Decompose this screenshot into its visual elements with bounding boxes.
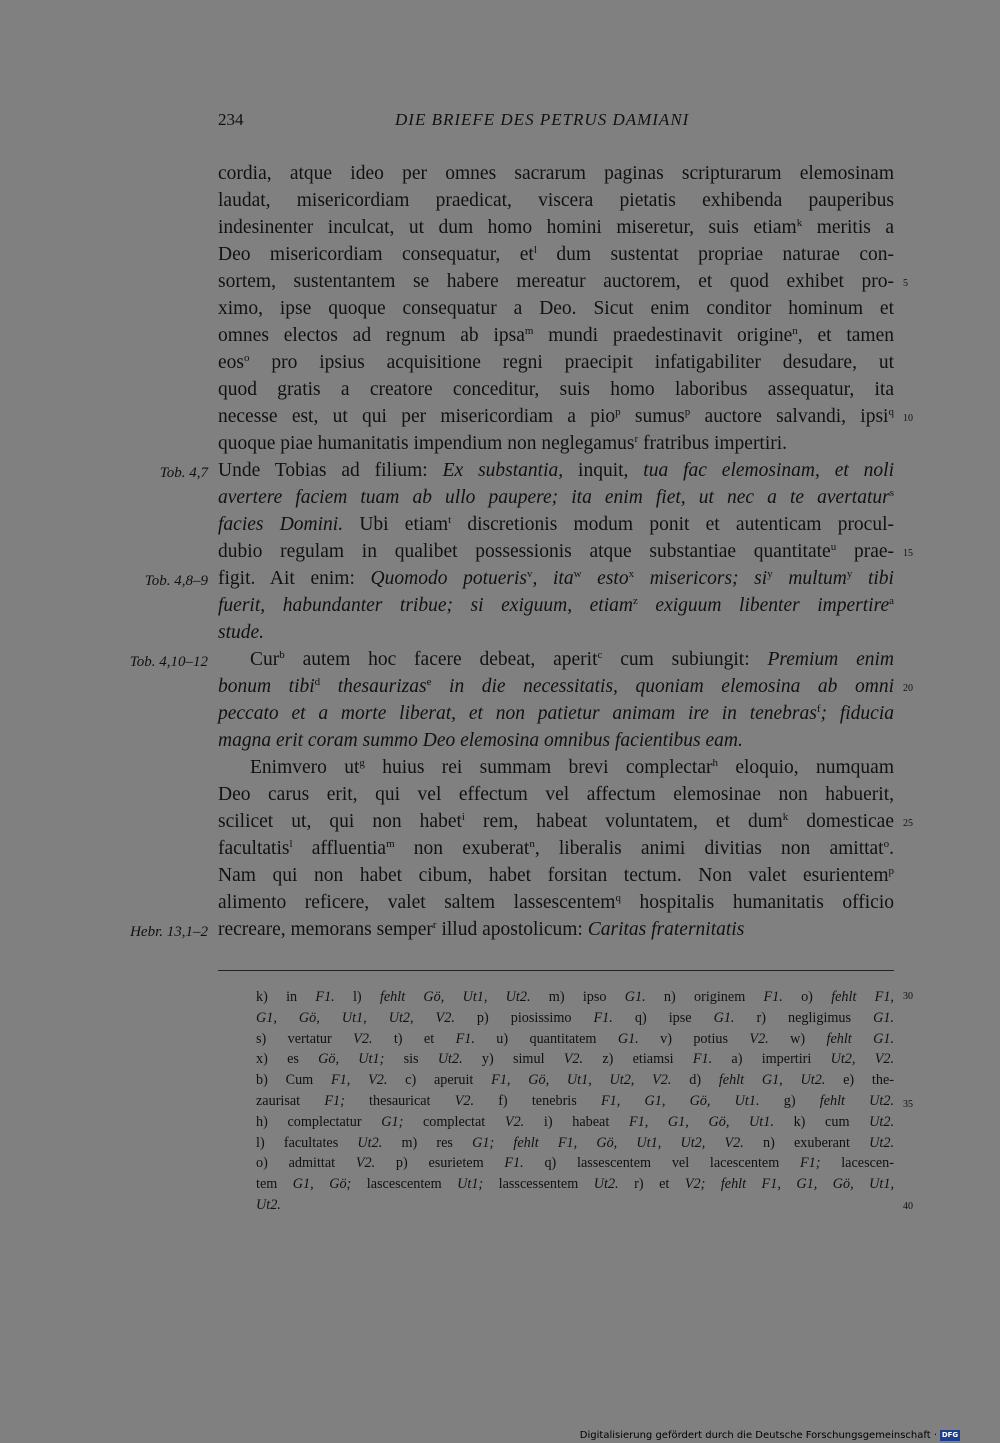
italic-text: F1. (692, 1051, 713, 1067)
italic-text: Ut2. (593, 1176, 619, 1192)
text-line (218, 242, 894, 268)
text-line (218, 647, 894, 673)
line-number: 15 (903, 548, 913, 559)
italic-text: ; fiducia (820, 703, 895, 724)
text-line (218, 863, 894, 889)
footnote-marker: y (767, 568, 773, 580)
text-run: thesauricat (344, 1093, 455, 1109)
footnote-marker: q (888, 406, 894, 418)
text-line (218, 404, 894, 430)
text-run: prae- (836, 541, 894, 562)
text-run: c) aperuit (387, 1072, 492, 1088)
italic-text: fehlt Gö, Ut1, Ut2. (379, 989, 531, 1005)
italic-text: Ut2, V2. (830, 1051, 895, 1067)
italic-text: G1, Gö, Ut1, Ut2, V2. (256, 1010, 455, 1026)
italic-text: fehlt G1, Ut2. (718, 1072, 826, 1088)
italic-text: F1, Gö, Ut1, Ut2, V2. (491, 1072, 672, 1088)
text-line (218, 701, 894, 727)
footnote-marker: p (615, 406, 621, 418)
italic-text: Quomodo potueris (370, 568, 527, 589)
line-number: 35 (903, 1099, 913, 1110)
running-head (0, 110, 1000, 134)
text-run: Deo misericordiam consequatur, et (218, 244, 534, 265)
footnote-marker: m (386, 838, 395, 850)
footnote-marker: x (628, 568, 635, 580)
text-run: facultatis (218, 838, 290, 859)
text-run: laudat, misericordiam praedicat, viscera pietatis exhibenda pauperibus (218, 190, 894, 211)
text-run: r) negligimus (734, 1010, 874, 1026)
dfg-logo: DFG (941, 1430, 959, 1439)
credit-text: Digitalisierung gefördert durch die Deutsche Forschungsgemeinschaft · (579, 1429, 937, 1441)
italic-text: fuerit, habundanter tribue; si exiguum, etiam (218, 595, 633, 616)
italic-text: G1. (713, 1010, 735, 1026)
margin-reference: Tob. 4,8–9 (144, 573, 208, 589)
text-run: f) tenebris (474, 1093, 601, 1109)
text-run: t) et (372, 1031, 456, 1047)
text-line (218, 161, 894, 187)
line-number: 10 (903, 413, 913, 424)
text-run: l) facultates (256, 1135, 358, 1151)
line-number: 20 (903, 683, 913, 694)
text-run: domesticae (788, 811, 894, 832)
footnote-marker: r (432, 919, 437, 931)
footnote-line (256, 1196, 894, 1214)
text-run: e) the- (825, 1072, 894, 1088)
text-run: lasscessentem (483, 1176, 594, 1192)
italic-text: peccato et a morte liberat, et non patietur animam ire in tenebras (218, 703, 817, 724)
footnote-marker: f (816, 703, 821, 715)
text-line (218, 674, 894, 700)
italic-text: G1; fehlt F1, Gö, Ut1, Ut2, V2. (472, 1135, 744, 1151)
footnote-marker: k (782, 811, 789, 823)
text-run: dubio regulam in qualibet possessionis atque substantiae quantitate (218, 541, 831, 562)
footnote-marker: e (426, 676, 432, 688)
text-run: q) ipse (612, 1010, 714, 1026)
italic-text: F1; (324, 1093, 345, 1109)
italic-text: misericors; si (634, 568, 768, 589)
text-run: zaurisat (256, 1093, 325, 1109)
text-run: n) exuberant (743, 1135, 870, 1151)
text-run: eos (218, 352, 244, 373)
text-run: dum sustentat propriae naturae con- (536, 244, 894, 265)
text-line (218, 593, 894, 619)
margin-reference: Tob. 4,7 (159, 465, 208, 481)
text-line (218, 512, 894, 538)
text-run: y) simul (462, 1051, 564, 1067)
footnote-marker: a (889, 595, 894, 607)
italic-text: F1. (504, 1155, 524, 1171)
text-run: z) etiamsi (583, 1051, 693, 1067)
text-run: b) Cum (256, 1072, 331, 1088)
italic-text: F1; (799, 1155, 821, 1171)
footnote-marker: y (846, 568, 853, 580)
margin-reference: Tob. 4,10–12 (129, 654, 208, 670)
italic-text: fehlt G1. (826, 1031, 894, 1047)
footnote-marker: u (830, 541, 837, 553)
text-run: d) (671, 1072, 719, 1088)
footnote-marker: s (889, 487, 894, 499)
italic-text: exiguum libenter impertire (637, 595, 890, 616)
text-line (218, 917, 894, 943)
text-run: scilicet ut, qui non habet (218, 811, 462, 832)
footnote-marker: z (632, 595, 638, 607)
text-line (218, 458, 894, 484)
italic-text: V2. (353, 1031, 373, 1047)
text-run: n) originem (645, 989, 764, 1005)
text-run: m) res (382, 1135, 473, 1151)
italic-text: F1. (593, 1010, 613, 1026)
text-run: autem hoc facere debeat, aperit (284, 649, 598, 670)
text-run: ximo, ipse quoque consequatur a Deo. Sicut enim conditor hominum et (218, 298, 894, 319)
text-run: affluentia (292, 838, 387, 859)
text-run: o) (782, 989, 832, 1005)
italic-text: Ex substantia, (442, 460, 564, 481)
text-run: pro ipsius acquisitione regni praecipit infatigabiliter desudare, ut (249, 352, 894, 373)
footnote-marker: n (529, 838, 535, 850)
italic-text: Ut2. (437, 1051, 463, 1067)
footnote-marker: t (448, 514, 452, 526)
footnote-marker: g (359, 757, 365, 769)
italic-text: G1; (381, 1114, 404, 1130)
text-run: necesse est, ut qui per misericordiam a pio (218, 406, 616, 427)
text-run: rem, habeat voluntatem, et dum (464, 811, 783, 832)
italic-text: Ut1; (457, 1176, 484, 1192)
text-run: fratribus impertiri. (638, 433, 788, 454)
text-run: Deo carus erit, qui vel effectum vel affectum elemosinae non habuerit, (218, 784, 894, 805)
footnote-rule (218, 970, 894, 971)
text-run: Ubi etiam (343, 514, 449, 535)
line-number: 25 (903, 818, 913, 829)
text-run: v) potius (638, 1031, 750, 1047)
text-run: m) ipso (530, 989, 625, 1005)
italic-text: in die necessitatis, quoniam elemosina ab omni (431, 676, 894, 697)
text-run: sumus (620, 406, 685, 427)
footnote-marker: v (527, 568, 533, 580)
text-line (218, 323, 894, 349)
footnote-marker: l (533, 244, 537, 256)
footnote-marker: k (796, 217, 803, 229)
footnote-marker: d (314, 676, 321, 688)
italic-text: V2. (749, 1031, 769, 1047)
text-run: illud apostolicum: (436, 919, 588, 940)
italic-text: V2; fehlt F1, G1, Gö, Ut1, (684, 1176, 894, 1192)
line-number: 5 (903, 278, 908, 289)
footnote-line (256, 988, 894, 1006)
text-run: k) in (256, 989, 316, 1005)
footnote-marker: o (883, 838, 890, 850)
text-line (218, 377, 894, 403)
text-run: eloquio, numquam (718, 757, 894, 778)
text-run: discretionis modum ponit et autenticam procul- (451, 514, 895, 535)
italic-text: thesaurizas (320, 676, 427, 697)
text-run: meritis a (802, 217, 894, 238)
text-run: h) complectatur (256, 1114, 382, 1130)
text-run: Enimvero ut (250, 757, 360, 778)
italic-text: avertere faciem tuam ab ullo paupere; ita enim fiet, ut nec a te avertatur (218, 487, 890, 508)
footnote-marker: l (289, 838, 293, 850)
footnote-line (256, 1113, 894, 1131)
page-number: 234 (218, 110, 244, 129)
italic-text: F1. (455, 1031, 475, 1047)
italic-text: G1. (617, 1031, 639, 1047)
text-line (218, 485, 894, 511)
text-line (218, 350, 894, 376)
text-run: inquit, (563, 460, 644, 481)
text-run: non exuberat (394, 838, 530, 859)
text-line (218, 215, 894, 241)
italic-text: stude. (218, 622, 265, 643)
text-run: k) cum (773, 1114, 870, 1130)
text-run: p) esurietem (375, 1155, 505, 1171)
italic-text: Premium enim (767, 649, 894, 670)
italic-text: V2. (563, 1051, 584, 1067)
italic-text: G1. (873, 1010, 894, 1026)
text-run: sortem, sustentantem se habere mereatur auctorem, et quod exhibet pro- (218, 271, 894, 292)
text-run: p) piosissimo (454, 1010, 594, 1026)
italic-text: fehlt Ut2. (819, 1093, 894, 1109)
text-run: cordia, atque ideo per omnes sacrarum paginas scripturarum elemosinam (218, 163, 894, 184)
text-run: sis (384, 1051, 438, 1067)
text-line (218, 755, 894, 781)
text-run: Cur (250, 649, 280, 670)
italic-text: F1, V2. (330, 1072, 388, 1088)
footnote-marker: r (634, 433, 639, 445)
italic-text: esto (581, 568, 629, 589)
text-line (218, 539, 894, 565)
text-run: huius rei summam brevi complectar (364, 757, 713, 778)
text-line (218, 836, 894, 862)
text-run: figit. Ait enim: (218, 568, 371, 589)
footnote-marker: p (684, 406, 691, 418)
italic-text: V2. (454, 1093, 474, 1109)
text-run: l) (334, 989, 380, 1005)
italic-text: F1, G1, Gö, Ut1. (628, 1114, 774, 1130)
text-run: q) lassescentem vel lacescentem (523, 1155, 800, 1171)
line-number: 30 (903, 991, 913, 1002)
text-run: lascescentem (351, 1176, 458, 1192)
footnote-line (256, 1071, 894, 1089)
footnote-marker: i (461, 811, 465, 823)
italic-text: Gö, Ut1; (318, 1051, 385, 1067)
text-run: hospitalis humanitatis officio (620, 892, 894, 913)
text-run: omnes electos ad regnum ab ipsa (218, 325, 525, 346)
footnote-line (256, 1009, 894, 1027)
text-run: , liberalis animi divitias non amittat (534, 838, 884, 859)
footnote-line (256, 1134, 894, 1152)
text-line (218, 809, 894, 835)
text-line (218, 620, 894, 646)
text-run: s) vertatur (256, 1031, 354, 1047)
book-title: DIE BRIEFE DES PETRUS DAMIANI (395, 110, 690, 129)
italic-text: , ita (532, 568, 574, 589)
footnote-line (256, 1175, 894, 1193)
text-line (218, 566, 894, 592)
text-line (218, 782, 894, 808)
italic-text: F1, G1, Gö, Ut1. (600, 1093, 760, 1109)
footnote-line (256, 1050, 894, 1068)
italic-text: facies Domini. (218, 514, 344, 535)
text-run: quod gratis a creatore conceditur, suis homo laboribus assequatur, ita (218, 379, 894, 400)
text-line (218, 296, 894, 322)
text-run: quoque piae humanitatis impendium non neglegamus (218, 433, 635, 454)
footnote-line (256, 1154, 894, 1172)
text-run: cum subiungit: (602, 649, 768, 670)
text-run: o) admittat (256, 1155, 356, 1171)
text-run: i) habeat (524, 1114, 629, 1130)
text-run: complectat (403, 1114, 505, 1130)
footnote-marker: q (615, 892, 621, 904)
text-run: Unde Tobias ad filium: (218, 460, 443, 481)
footnote-marker: b (279, 649, 285, 661)
text-run: w) (768, 1031, 827, 1047)
italic-text: F1. (763, 989, 783, 1005)
italic-text: magna erit coram summo Deo elemosina omnibus facientibus eam. (218, 730, 743, 751)
text-run: g) (759, 1093, 820, 1109)
text-run: . (889, 838, 894, 859)
italic-text: tibi (852, 568, 894, 589)
footnote-marker: p (888, 865, 894, 877)
italic-text: G1, Gö; (292, 1176, 352, 1192)
text-run: , et tamen (797, 325, 894, 346)
text-run: mundi praedestinavit origine (533, 325, 793, 346)
text-run: a) impertiri (712, 1051, 831, 1067)
italic-text: tua fac elemosinam, et noli (643, 460, 894, 481)
italic-text: bonum tibi (218, 676, 315, 697)
footnote-line (256, 1092, 894, 1110)
text-run: indesinenter inculcat, ut dum homo homini miseretur, suis etiam (218, 217, 797, 238)
italic-text: Ut2. (357, 1135, 383, 1151)
footnote-marker: n (792, 325, 798, 337)
text-run: alimento reficere, valet saltem lassescentem (218, 892, 616, 913)
margin-reference: Hebr. 13,1–2 (130, 924, 208, 940)
text-run: lacescen- (820, 1155, 895, 1171)
italic-text: Caritas fraternitatis (587, 919, 745, 940)
italic-text: fehlt F1, (831, 989, 894, 1005)
text-run: auctore salvandi, ipsi (690, 406, 889, 427)
text-line (218, 890, 894, 916)
italic-text: V2. (504, 1114, 525, 1130)
footnote-marker: o (244, 352, 250, 364)
text-run: recreare, memorans semper (218, 919, 433, 940)
text-line (218, 188, 894, 214)
digitization-credit (580, 1427, 960, 1443)
text-line (218, 269, 894, 295)
text-run: tem (256, 1176, 293, 1192)
line-number: 40 (903, 1201, 913, 1212)
italic-text: multum (772, 568, 847, 589)
footnote-marker: w (573, 568, 582, 580)
text-run: x) es (256, 1051, 319, 1067)
footnote-marker: m (524, 325, 534, 337)
footnote-marker: h (712, 757, 718, 769)
text-run: Nam qui non habet cibum, habet forsitan tectum. Non valet esurientem (218, 865, 889, 886)
italic-text: Ut2. (869, 1135, 894, 1151)
text-line (218, 431, 894, 457)
footnote-marker: c (597, 649, 603, 661)
italic-text: F1. (315, 989, 335, 1005)
italic-text: V2. (355, 1155, 376, 1171)
italic-text: Ut2. (256, 1197, 281, 1213)
italic-text: Ut2. (869, 1114, 894, 1130)
text-run: r) et (618, 1176, 685, 1192)
italic-text: G1. (624, 989, 646, 1005)
text-line (218, 728, 894, 754)
text-run: u) quantitatem (474, 1031, 618, 1047)
footnote-line (256, 1030, 894, 1048)
